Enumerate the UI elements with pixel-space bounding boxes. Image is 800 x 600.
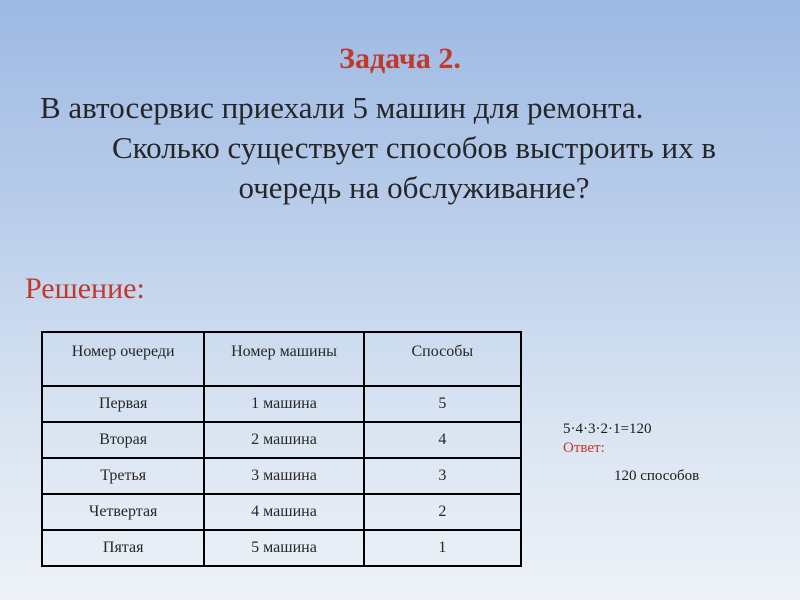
- calculation: 5·4·3·2·1=120: [563, 421, 652, 437]
- cell-car: 2 машина: [204, 422, 363, 458]
- header-queue-number: Номер очереди: [42, 332, 204, 386]
- cell-ways: 2: [364, 494, 521, 530]
- cell-car: 3 машина: [204, 458, 363, 494]
- table-header-row: [42, 332, 521, 386]
- problem-statement: [40, 88, 760, 208]
- cell-car: 5 машина: [204, 530, 363, 566]
- header-car-number: Номер машины: [204, 332, 363, 386]
- cell-queue: Вторая: [42, 422, 204, 458]
- cell-car: 1 машина: [204, 386, 363, 422]
- cell-queue: Первая: [42, 386, 204, 422]
- table-row: [42, 386, 521, 422]
- slide-title: Задача 2.: [339, 42, 461, 75]
- answer-value: 120 способов: [614, 468, 700, 484]
- cell-ways: 5: [364, 386, 521, 422]
- answer-label: Ответ:: [563, 440, 605, 456]
- table-row: [42, 458, 521, 494]
- table-row: [42, 530, 521, 566]
- cell-car: 4 машина: [204, 494, 363, 530]
- cell-queue: Четвертая: [42, 494, 204, 530]
- table-row: [42, 422, 521, 458]
- cell-ways: 3: [364, 458, 521, 494]
- table-row: [42, 494, 521, 530]
- cell-queue: Пятая: [42, 530, 204, 566]
- cell-ways: 1: [364, 530, 521, 566]
- header-ways: Способы: [364, 332, 521, 386]
- cell-ways: 4: [364, 422, 521, 458]
- problem-line-2: Сколько существует способов выстроить их в очередь на обслуживание?: [111, 130, 717, 205]
- solution-label: Решение:: [25, 272, 145, 305]
- methods-table: [41, 331, 522, 567]
- cell-queue: Третья: [42, 458, 204, 494]
- problem-line-1: В автосервис приехали 5 машин для ремонта.: [40, 90, 644, 125]
